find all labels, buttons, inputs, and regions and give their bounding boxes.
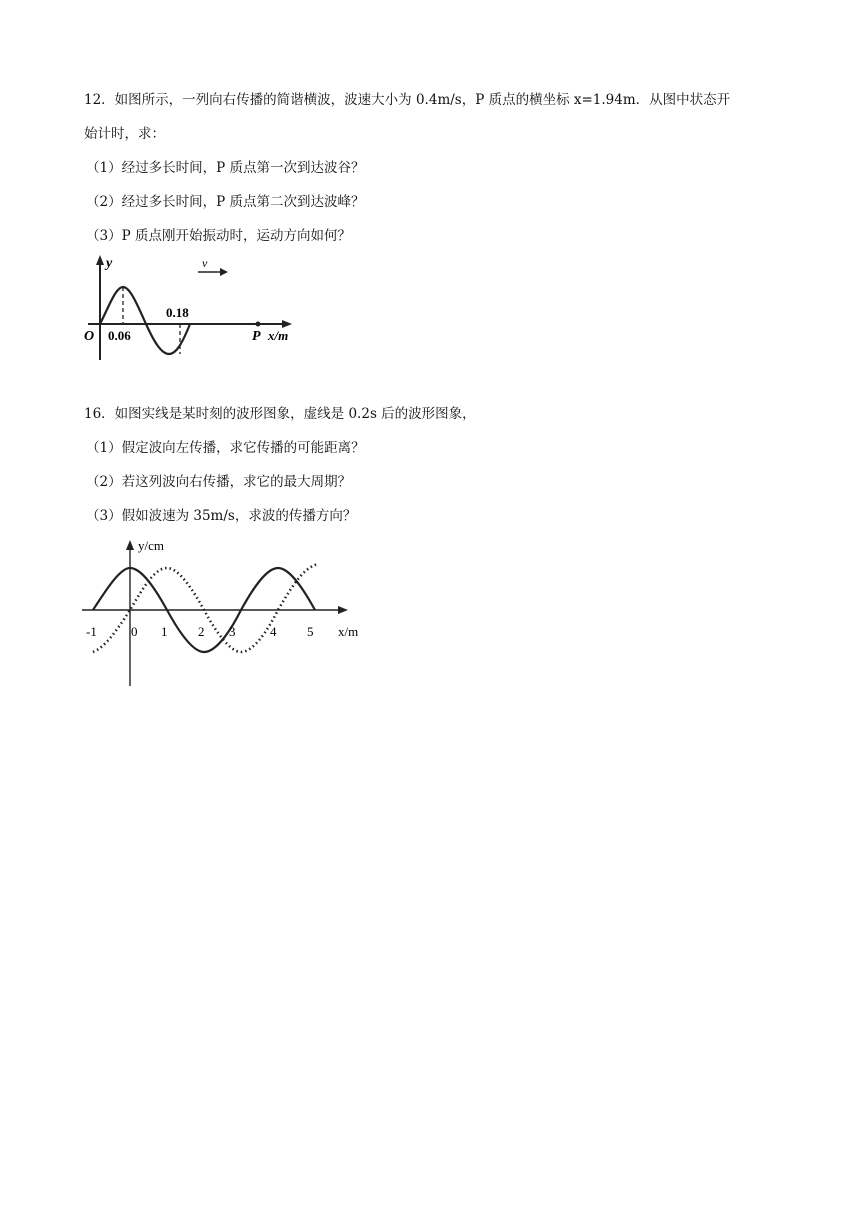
q12-x-label: x/m [268,328,289,343]
q16-sub3: （3）假如波速为 35m/s，求波的传播方向？ [86,508,357,524]
q16-x-label: x/m [338,624,359,639]
q12-wave-figure [82,252,300,364]
q12-wave-curve [100,287,190,354]
q16-sub1: （1）假定波向左传播，求它传播的可能距离？ [86,440,365,456]
q16-y-label: y/cm [138,538,164,553]
q12-origin-label: O [84,329,95,344]
q16-x-tick: 3 [229,624,236,639]
q12-velocity-label: v [202,256,208,270]
q16-x-tick: 4 [270,624,277,639]
q16-x-tick: 2 [198,624,205,639]
q12-point-p-label: P [252,329,261,344]
q16-sub2: （2）若这列波向右传播，求它的最大周期？ [86,474,352,490]
q12-stem-line1: 12．如图所示，一列向右传播的简谐横波，波速大小为 0.4m/s，P 质点的横坐标 x=1.94m．从图中状态开 [84,92,731,108]
q12-sub3: （3）P 质点刚开始振动时，运动方向如何？ [86,228,351,244]
q16-stem: 16．如图实线是某时刻的波形图象，虚线是 0.2s 后的波形图象， [84,406,476,422]
q12-y-label: y [106,256,113,271]
q12-sub2: （2）经过多长时间，P 质点第二次到达波峰？ [86,194,365,210]
q12-sub1: （1）经过多长时间，P 质点第一次到达波谷？ [86,160,365,176]
q16-dotted-wave [93,564,318,652]
q12-tick-1: 0.06 [108,328,131,343]
q16-x-tick: 0 [131,624,138,639]
q16-wave-figure [80,536,364,688]
q12-stem-line2: 始计时，求： [84,126,165,142]
q16-x-tick: 5 [307,624,314,639]
q16-x-tick: 1 [161,624,168,639]
q12-point-p [256,322,261,327]
q16-x-tick: -1 [86,624,97,639]
q12-tick-2: 0.18 [166,305,189,320]
